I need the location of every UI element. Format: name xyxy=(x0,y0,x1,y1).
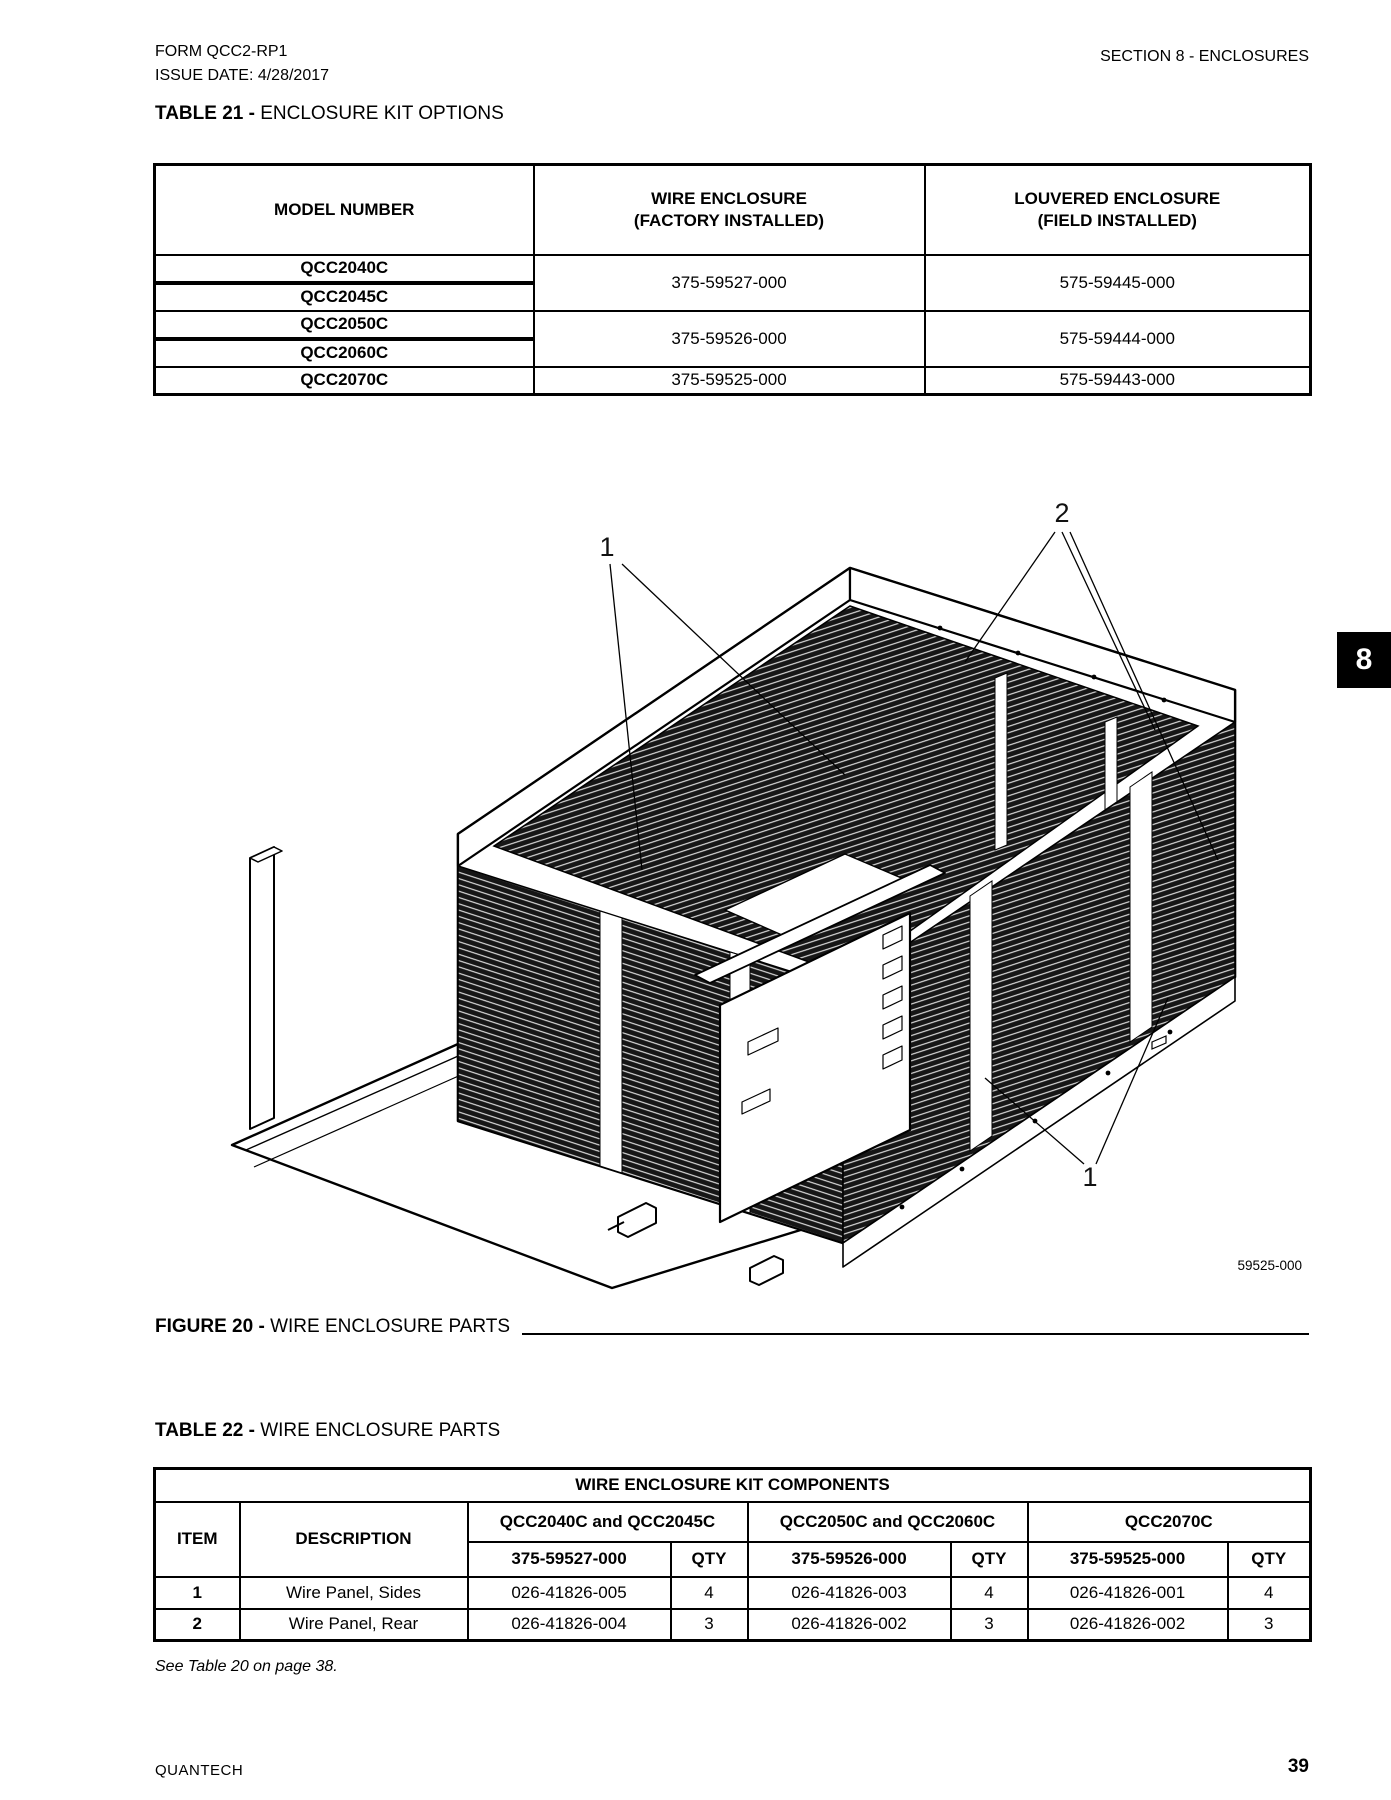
table22-title-text: WIRE ENCLOSURE PARTS xyxy=(260,1420,501,1441)
table22-title-label: TABLE 22 - xyxy=(155,1420,261,1441)
table-row xyxy=(155,1577,1311,1609)
kit-part-header: 375-59527-000 xyxy=(468,1542,671,1577)
col-header-model: MODEL NUMBER xyxy=(155,165,534,255)
table21-title-label: TABLE 21 - xyxy=(155,103,261,124)
model-cell: QCC2060C xyxy=(155,339,534,367)
page-header-left xyxy=(155,40,329,88)
qty-cell: 3 xyxy=(671,1609,748,1641)
part-cell: 026-41826-004 xyxy=(468,1609,671,1641)
section-tab-8: 8 xyxy=(1337,632,1391,688)
wire-enclosure-parts-table xyxy=(153,1467,1312,1642)
louvered-part-cell: 575-59445-000 xyxy=(925,255,1311,311)
page-number: 39 xyxy=(1287,1756,1309,1777)
qty-header: QTY xyxy=(1228,1542,1311,1577)
wire-part-cell: 375-59527-000 xyxy=(534,255,925,311)
model-group-header: QCC2070C xyxy=(1028,1502,1311,1542)
wire-enclosure-isometric xyxy=(150,430,1310,1290)
figure-drawing-number: 59525-000 xyxy=(1237,1258,1302,1273)
qty-cell: 3 xyxy=(951,1609,1028,1641)
part-cell: 026-41826-002 xyxy=(1028,1609,1228,1641)
table-row xyxy=(155,1609,1311,1641)
callout-1-top-label: 1 xyxy=(599,532,615,562)
qty-cell: 4 xyxy=(671,1577,748,1609)
description-cell: Wire Panel, Sides xyxy=(240,1577,468,1609)
model-cell: QCC2050C xyxy=(155,311,534,339)
model-group-header: QCC2040C and QCC2045C xyxy=(468,1502,748,1542)
qty-header: QTY xyxy=(671,1542,748,1577)
description-cell: Wire Panel, Rear xyxy=(240,1609,468,1641)
model-cell: QCC2070C xyxy=(155,367,534,395)
wire-part-cell: 375-59526-000 xyxy=(534,311,925,367)
qty-cell: 4 xyxy=(1228,1577,1311,1609)
figure20-caption-label: FIGURE 20 - xyxy=(155,1316,271,1337)
callout-2-label: 2 xyxy=(1054,498,1070,528)
figure20-caption xyxy=(155,1316,1309,1338)
corner-post xyxy=(250,847,282,1129)
model-cell: QCC2040C xyxy=(155,255,534,283)
footer-brand: QUANTECH xyxy=(155,1762,244,1779)
table21-title-text: ENCLOSURE KIT OPTIONS xyxy=(260,103,504,124)
section-header: SECTION 8 - ENCLOSURES xyxy=(1100,48,1309,65)
qty-cell: 4 xyxy=(951,1577,1028,1609)
kit-components-header: WIRE ENCLOSURE KIT COMPONENTS xyxy=(155,1469,1311,1502)
kit-part-header: 375-59526-000 xyxy=(748,1542,951,1577)
col-header-wire: WIRE ENCLOSURE (FACTORY INSTALLED) xyxy=(534,165,925,255)
model-cell: QCC2045C xyxy=(155,283,534,311)
part-cell: 026-41826-005 xyxy=(468,1577,671,1609)
item-cell: 1 xyxy=(155,1577,240,1609)
issue-date: ISSUE DATE: 4/28/2017 xyxy=(155,67,330,84)
part-cell: 026-41826-002 xyxy=(748,1609,951,1641)
part-cell: 026-41826-003 xyxy=(748,1577,951,1609)
louvered-part-cell: 575-59444-000 xyxy=(925,311,1311,367)
item-cell: 2 xyxy=(155,1609,240,1641)
kit-part-header: 375-59525-000 xyxy=(1028,1542,1228,1577)
col-header-louvered: LOUVERED ENCLOSURE (FIELD INSTALLED) xyxy=(925,165,1311,255)
figure20-caption-text: WIRE ENCLOSURE PARTS xyxy=(270,1316,511,1337)
table22-title xyxy=(155,1420,500,1442)
part-cell: 026-41826-001 xyxy=(1028,1577,1228,1609)
description-header: DESCRIPTION xyxy=(240,1502,468,1577)
table21-title xyxy=(155,103,504,125)
qty-header: QTY xyxy=(951,1542,1028,1577)
enclosure-kit-options-table xyxy=(153,163,1312,396)
form-number: FORM QCC2-RP1 xyxy=(155,43,288,60)
louvered-part-cell: 575-59443-000 xyxy=(925,367,1311,395)
wire-part-cell: 375-59525-000 xyxy=(534,367,925,395)
table22-footnote: See Table 20 on page 38. xyxy=(155,1658,338,1675)
item-header: ITEM xyxy=(155,1502,240,1577)
figure-20-drawing xyxy=(150,430,1310,1290)
qty-cell: 3 xyxy=(1228,1609,1311,1641)
caption-rule xyxy=(522,1333,1309,1335)
model-group-header: QCC2050C and QCC2060C xyxy=(748,1502,1028,1542)
callout-1-bottom-label: 1 xyxy=(1082,1162,1098,1192)
